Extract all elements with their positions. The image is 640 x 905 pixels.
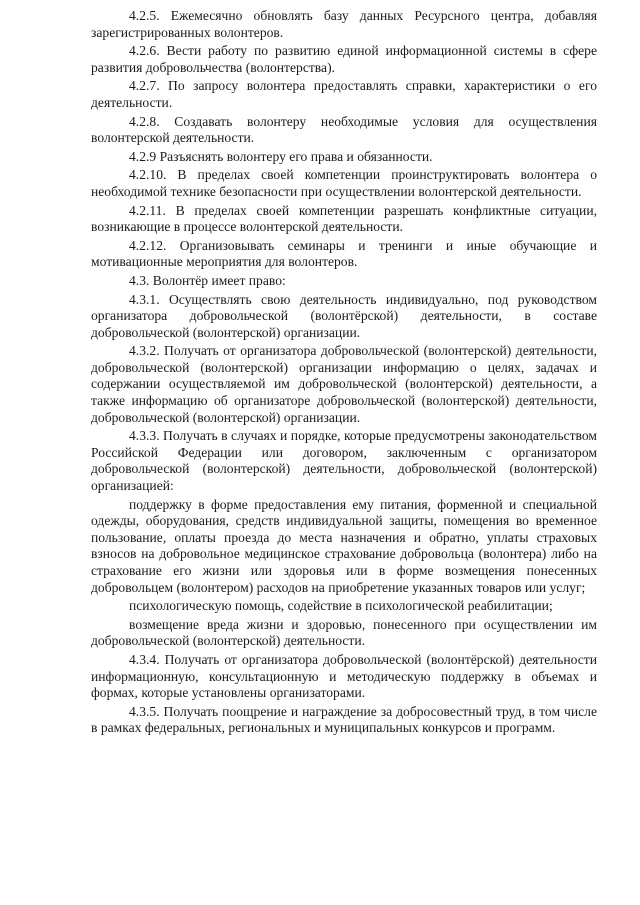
list-item-support: поддержку в форме предоставления ему питания, форменной и специальной одежды, оборудования, средств индивидуальной защиты, помещения во временное пользование, оплаты проезда до места назначения и обратно, уплаты страховых взносов на добровольное медицинское страхование добровольца (волонтера) либо на страхование его жизни или здоровья или в форме возмещения понесенных добровольцем (волонтером) расходов на приобретение указанных товаров или услуг; xyxy=(91,496,597,595)
paragraph-4-2-12: 4.2.12. Организовывать семинары и тренинги и иные обучающие и мотивационные мероприятия для волонтеров. xyxy=(91,237,597,270)
list-item-psychological-help: психологическую помощь, содействие в психологической реабилитации; xyxy=(129,598,553,614)
paragraph-4-3: 4.3. Волонтёр имеет право: xyxy=(129,272,286,288)
paragraph-4-2-9: 4.2.9 Разъяснять волонтеру его права и обязанности. xyxy=(129,148,433,164)
paragraph-4-2-8: 4.2.8. Создавать волонтеру необходимые условия для осуществления волонтерской деятельности. xyxy=(91,113,597,146)
paragraph-4-3-4: 4.3.4. Получать от организатора добровольческой (волонтёрской) деятельности информационную, консультационную и методическую поддержку в объемах и формах, которые установлены организаторами. xyxy=(91,651,597,701)
paragraph-4-2-10: 4.2.10. В пределах своей компетенции проинструктировать волонтера о необходимой технике безопасности при осуществлении волонтерской деятельности. xyxy=(91,167,597,199)
list-item-damage-compensation: возмещение вреда жизни и здоровью, понесенного при осуществлении им добровольческой (волонтерской) деятельности. xyxy=(91,616,597,649)
paragraph-4-2-6: 4.2.6. Вести работу по развитию единой информационной системы в сфере развития добровольчества (волонтерства). xyxy=(91,43,597,75)
paragraph-4-2-5: 4.2.5. Ежемесячно обновлять базу данных Ресурсного центра, добавляя зарегистрированных волонтеров. xyxy=(91,8,597,40)
paragraph-4-3-5: 4.3.5. Получать поощрение и награждение за добросовестный труд, в том числе в рамках федеральных, региональных и муниципальных конкурсов и программ. xyxy=(91,703,597,736)
paragraph-4-3-2: 4.3.2. Получать от организатора добровольческой (волонтерской) деятельности, добровольческой (волонтерской) организации информацию о целях, задачах и содержании осуществляемой им добровольческой (волонтерской) деятельности, а также информацию об организаторе добровольческой (волонтерской) деятельности, добровольческой (волонтерской) организации. xyxy=(91,343,597,425)
paragraph-4-3-1: 4.3.1. Осуществлять свою деятельность индивидуально, под руководством организатора добровольческой (волонтёрской) деятельности, в составе добровольческой (волонтерской) организации. xyxy=(91,291,597,340)
paragraph-4-3-3: 4.3.3. Получать в случаях и порядке, которые предусмотрены законодательством Российской Федерации или договором, заключенным с организатором добровольческой (волонтерской) деятельности, добровольческой (волонтерской) организацией: xyxy=(91,428,597,494)
document-body xyxy=(91,8,597,739)
paragraph-4-2-11: 4.2.11. В пределах своей компетенции разрешать конфликтные ситуации, возникающие в процессе волонтерской деятельности. xyxy=(91,202,597,235)
paragraph-4-2-7: 4.2.7. По запросу волонтера предоставлять справки, характеристики о его деятельности. xyxy=(91,78,597,110)
